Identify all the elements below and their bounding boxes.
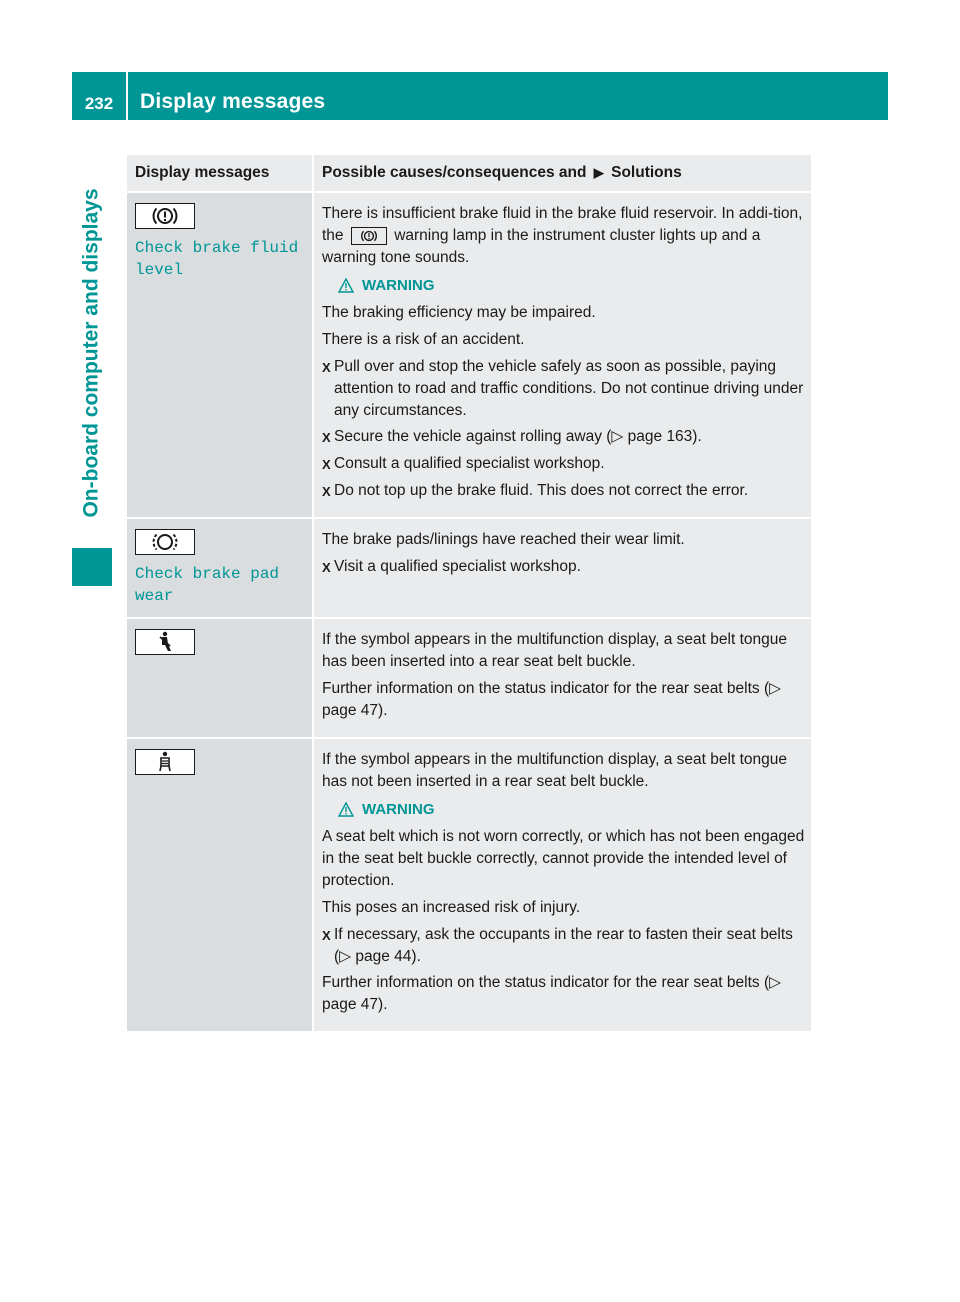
brake-warning-icon [135, 203, 195, 229]
table-row [127, 517, 811, 617]
step-item [322, 426, 805, 449]
step-text: If necessary, ask the occupants in the rear to fasten their seat belts (▷ page 44). [334, 926, 793, 965]
solution-cell [314, 193, 811, 517]
step-arrow-icon: X [322, 360, 331, 375]
brake-pad-wear-icon [135, 529, 195, 555]
step-text: Consult a qualified specialist workshop. [334, 455, 605, 472]
description-text: Further information on the status indicator for the rear seat belts (▷ page 47). [322, 974, 782, 1013]
solution-cell [314, 519, 811, 617]
seat-belt-unfastened-icon [135, 749, 195, 775]
warning-label: WARNING [362, 277, 435, 294]
table-row [127, 617, 811, 737]
warning-text: There is a risk of an accident. [322, 331, 525, 348]
column-header-display-messages: Display messages [127, 155, 312, 191]
seat-belt-fastened-icon [135, 629, 195, 655]
warning-triangle-icon [338, 278, 354, 293]
table-row [127, 191, 811, 517]
message-text: Check brake fluid level [135, 239, 299, 279]
step-arrow-icon: ▶ [593, 165, 604, 180]
side-tab-marker [72, 548, 112, 586]
side-tab-label: On-board computer and displays [80, 188, 103, 518]
warning-text: This poses an increased risk of injury. [322, 899, 581, 916]
message-cell [127, 519, 312, 617]
solution-cell [314, 619, 811, 737]
column-header-prefix: Possible causes/consequences and [322, 164, 587, 181]
intro-text-part: warning lamp in the instrument cluster lights up and a warning tone sounds. [322, 227, 761, 266]
brake-warning-icon [351, 227, 387, 245]
warning-label: WARNING [362, 801, 435, 818]
step-text: Secure the vehicle against rolling away (▷ page 163). [334, 428, 702, 445]
warning-heading [338, 801, 805, 818]
table-header-row [127, 155, 811, 191]
description-text: If the symbol appears in the multifunction display, a seat belt tongue has been inserted into a rear seat belt buckle. [322, 631, 787, 670]
intro-text [322, 203, 805, 269]
solution-cell [314, 739, 811, 1031]
step-arrow-icon: X [322, 560, 331, 575]
message-text: Check brake pad wear [135, 565, 280, 605]
step-item [322, 924, 805, 968]
warning-heading [338, 277, 805, 294]
message-cell [127, 739, 312, 1031]
page-number: 232 [84, 94, 114, 113]
table-row [127, 737, 811, 1031]
side-tab [72, 120, 112, 586]
description-text: If the symbol appears in the multifunction display, a seat belt tongue has not been inserted in a rear seat belt buckle. [322, 751, 787, 790]
step-text: Do not top up the brake fluid. This does not correct the error. [334, 482, 749, 499]
step-text: Pull over and stop the vehicle safely as soon as possible, paying attention to road and traffic conditions. Do not continue driving under any circumstances. [334, 358, 804, 419]
warning-text: A seat belt which is not worn correctly, or which has not been engaged in the seat belt buckle correctly, cannot provide the intended level of protection. [322, 828, 805, 889]
display-messages-table [127, 155, 811, 1031]
column-header-suffix: Solutions [611, 164, 682, 181]
description-text: The brake pads/linings have reached their wear limit. [322, 531, 685, 548]
message-cell [127, 619, 312, 737]
step-arrow-icon: X [322, 457, 331, 472]
warning-triangle-icon [338, 802, 354, 817]
message-cell [127, 193, 312, 517]
step-arrow-icon: X [322, 430, 331, 445]
step-arrow-icon: X [322, 928, 331, 943]
warning-text: The braking efficiency may be impaired. [322, 304, 596, 321]
step-item [322, 480, 805, 503]
description-text: Further information on the status indicator for the rear seat belts (▷ page 47). [322, 680, 782, 719]
step-arrow-icon: X [322, 484, 331, 499]
header-divider [126, 72, 128, 120]
intro-text-part: There is insufficient brake fluid in the brake fluid reservoir. In addi-tion, the [322, 205, 803, 244]
step-text: Visit a qualified specialist workshop. [334, 558, 581, 575]
column-header-solutions [314, 155, 811, 191]
step-item [322, 556, 805, 579]
step-item [322, 356, 805, 422]
page-title: Display messages [140, 90, 326, 113]
step-item [322, 453, 805, 476]
